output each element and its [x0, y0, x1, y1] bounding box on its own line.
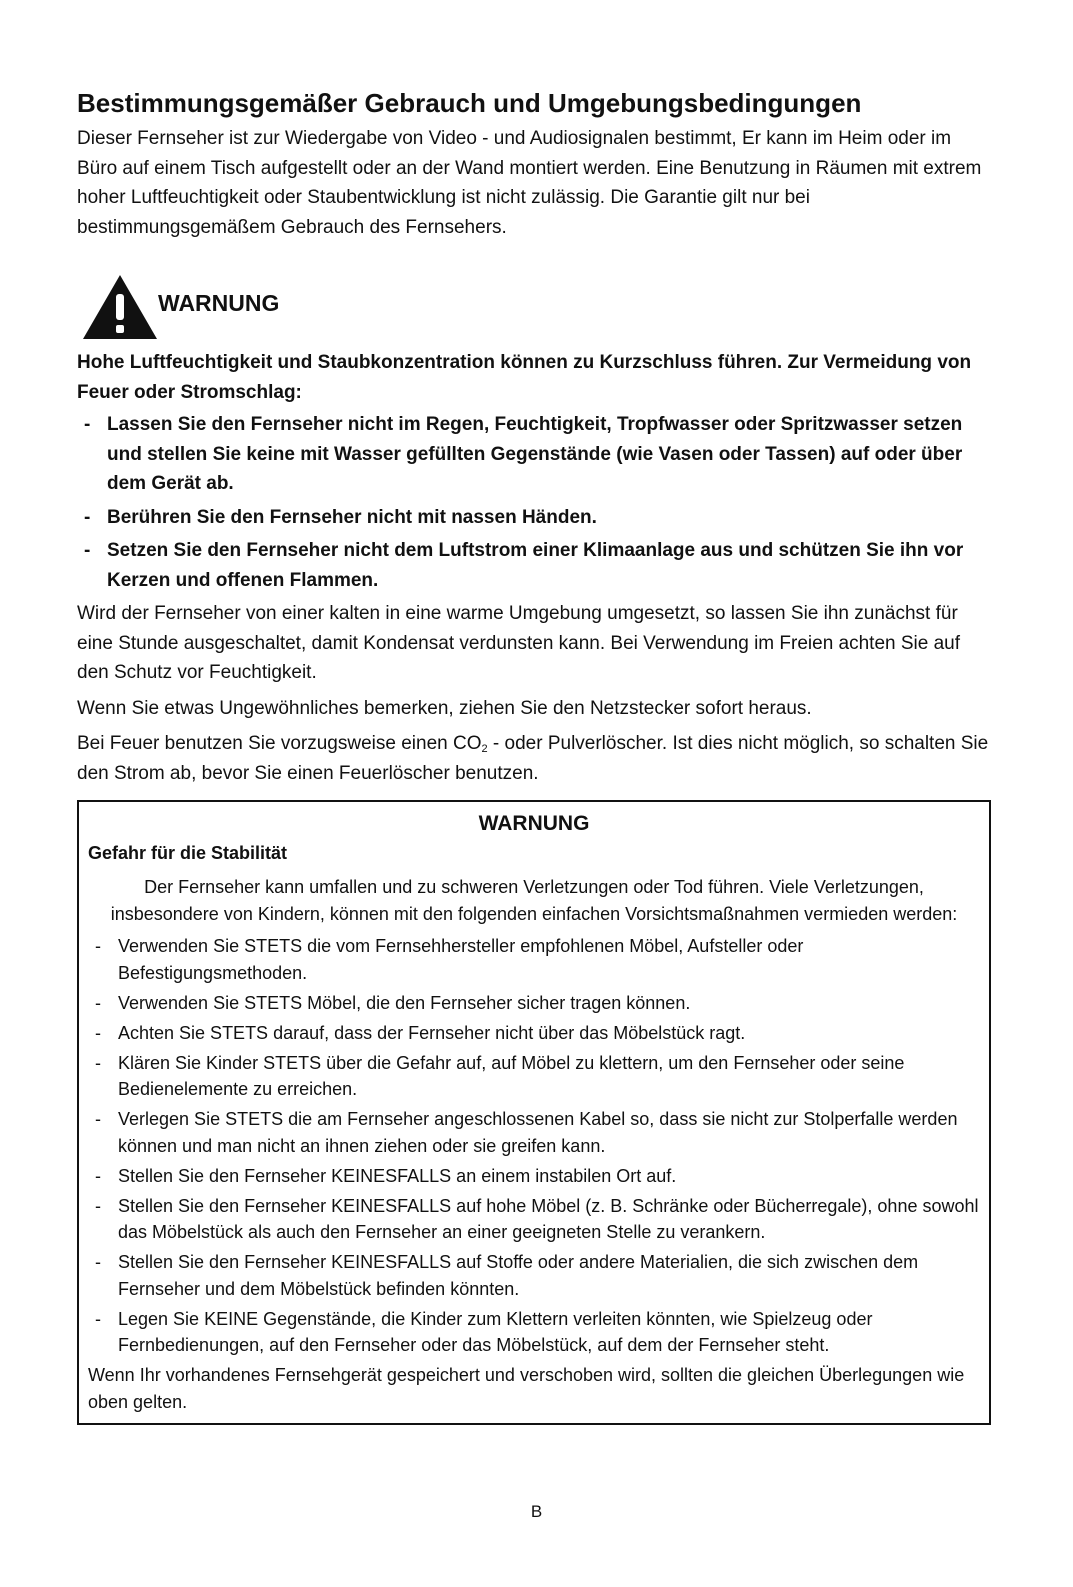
fire-text-before: Bei Feuer benutzen Sie vorzugsweise einen CO: [77, 733, 482, 754]
temperature-paragraph: Wird der Fernseher von einer kalten in eine warme Umgebung umgesetzt, so lassen Sie ihn zunächst für eine Stunde ausgeschaltet, damit Kondensat verdunsten kann. Bei Verwendung im Freien achten Sie auf den Schutz vor Feuchtigkeit.: [77, 603, 961, 683]
list-item: - Stellen Sie den Fernseher KEINESFALLS auf hohe Möbel (z. B. Schränke oder Bücherregale), ohne sowohl das Möbelstück als auch den Fernseher an einer geeigneten Stelle zu verankern.: [88, 1193, 980, 1246]
list-item: - Lassen Sie den Fernseher nicht im Regen, Feuchtigkeit, Tropfwasser oder Spritzwasser setzen und stellen Sie keine mit Wasser gefüllten Gegenstände (wie Vasen oder Tassen) auf oder über dem Gerät ab.: [77, 410, 989, 499]
list-item: - Achten Sie STETS darauf, dass der Fernseher nicht über das Möbelstück ragt.: [88, 1020, 980, 1047]
box-subtitle: Gefahr für die Stabilität: [88, 843, 288, 863]
intro-paragraph: Dieser Fernseher ist zur Wiedergabe von Video - und Audiosignalen bestimmt, Er kann im Heim oder im Büro auf einem Tisch aufgestellt oder an der Wand montiert werden. Eine Benutzung in Räumen mit extrem hoher Luftfeuchtigkeit oder Staubentwicklung ist nicht zulässig. Die Garantie gilt nur bei bestimmungsgemäßem Gebrauch des Fernsehers.: [77, 128, 982, 238]
document-page: [77, 86, 989, 1425]
box-intro: Der Fernseher kann umfallen und zu schweren Verletzungen oder Tod führen. Viele Verletzungen, insbesondere von Kindern, können mit den folgenden einfachen Vorsichtsmaßnahmen vermieden werden:: [110, 877, 958, 924]
list-item: - Stellen Sie den Fernseher KEINESFALLS auf Stoffe oder andere Materialien, die sich zwischen dem Fernseher und dem Möbelstück befinden könnten.: [88, 1249, 980, 1302]
fire-paragraph: [77, 729, 989, 788]
fire-text-after: - oder Pulverlöscher. Ist dies nicht möglich, so schalten Sie den Strom ab, bevor Sie einen Feuerlöscher benutzen.: [77, 733, 989, 784]
section-heading: Bestimmungsgemäßer Gebrauch und Umgebungsbedingungen: [77, 88, 862, 118]
list-item: - Stellen Sie den Fernseher KEINESFALLS an einem instabilen Ort auf.: [88, 1163, 980, 1190]
list-item: - Verwenden Sie STETS die vom Fernsehhersteller empfohlenen Möbel, Aufsteller oder Befestigungsmethoden.: [88, 933, 980, 986]
warning-list: [77, 410, 989, 595]
warning-lead: Hohe Luftfeuchtigkeit und Staubkonzentration können zu Kurzschluss führen. Zur Vermeidung von Feuer oder Stromschlag:: [77, 352, 972, 403]
box-list: [88, 933, 980, 1359]
list-item: - Klären Sie Kinder STETS über die Gefahr auf, auf Möbel zu klettern, um den Fernseher oder seine Bedienelemente zu erreichen.: [88, 1050, 980, 1103]
warning-title: WARNUNG: [158, 290, 280, 316]
stability-warning-box: [77, 800, 991, 1425]
list-item: - Setzen Sie den Fernseher nicht dem Luftstrom einer Klimaanlage aus und schützen Sie ihn vor Kerzen und offenen Flammen.: [77, 536, 989, 595]
box-footer: Wenn Ihr vorhandenes Fernsehgerät gespeichert und verschoben wird, sollten die gleichen Überlegungen wie oben gelten.: [88, 1365, 965, 1412]
list-item: - Verwenden Sie STETS Möbel, die den Fernseher sicher tragen können.: [88, 990, 980, 1017]
list-item: - Berühren Sie den Fernseher nicht mit nassen Händen.: [77, 503, 989, 533]
list-item: - Verlegen Sie STETS die am Fernseher angeschlossenen Kabel so, dass sie nicht zur Stolperfalle werden können und man nicht an ihnen ziehen oder sie greifen kann.: [88, 1106, 980, 1159]
box-title: WARNUNG: [478, 812, 590, 835]
subscript-2: 2: [481, 743, 488, 755]
warning-triangle-icon: [82, 274, 158, 340]
unusual-paragraph: Wenn Sie etwas Ungewöhnliches bemerken, ziehen Sie den Netzstecker sofort heraus.: [77, 697, 812, 719]
warning-header: [77, 274, 989, 340]
page-number: B: [530, 1502, 543, 1521]
list-item: - Legen Sie KEINE Gegenstände, die Kinder zum Klettern verleiten könnten, wie Spielzeug oder Fernbedienungen, auf den Fernseher oder das Möbelstück, auf dem der Fernseher steht.: [88, 1306, 980, 1359]
